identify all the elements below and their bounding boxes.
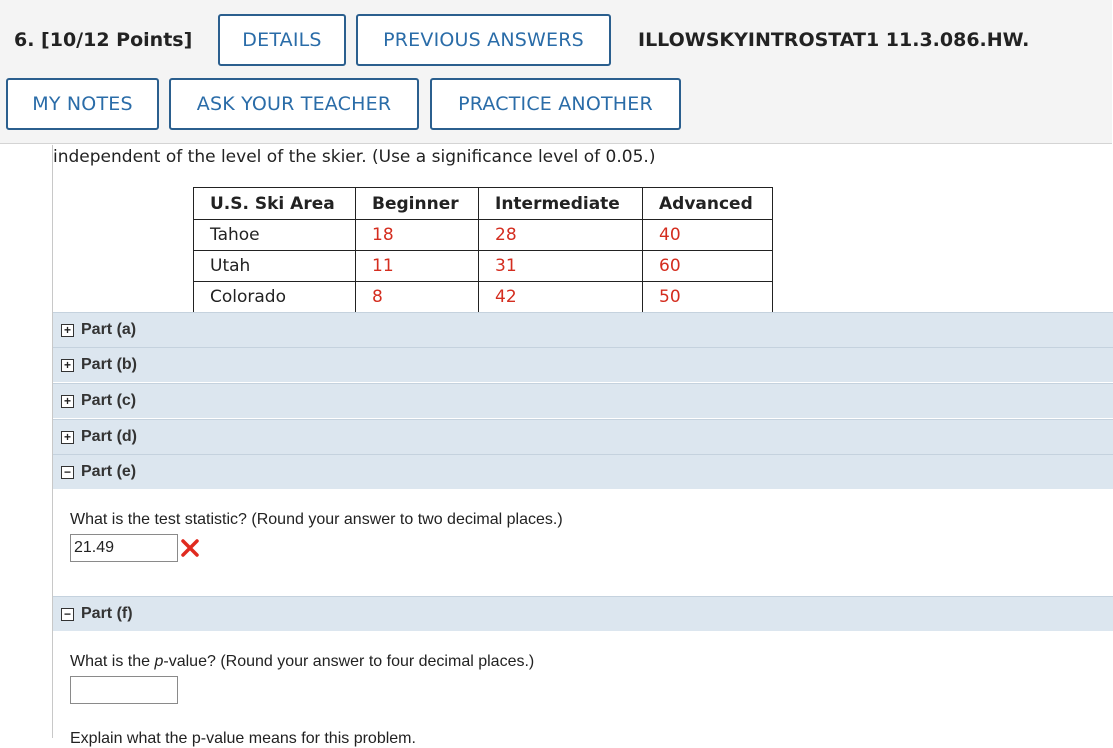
question-text: -value? (Round your answer to four decimal places.) [163, 653, 535, 670]
collapse-minus-icon: − [61, 608, 74, 621]
question-text-italic: p [154, 653, 164, 670]
table-cell: 42 [479, 282, 643, 313]
part-f-question [70, 653, 534, 671]
table-cell-area: Colorado [194, 282, 356, 313]
table-cell: 8 [356, 282, 479, 313]
question-text: What is the [70, 653, 155, 670]
my-notes-button[interactable]: MY NOTES [6, 78, 159, 130]
incorrect-x-strokes [183, 541, 197, 555]
assignment-id: ILLOWSKYINTROSTAT1 11.3.086.HW. [638, 29, 1030, 51]
table-cell: 28 [479, 220, 643, 251]
intro-text: independent of the level of the skier. (Use a significance level of 0.05.) [53, 147, 656, 167]
table-row [194, 282, 773, 313]
table-cell-area: Tahoe [194, 220, 356, 251]
table-row [194, 220, 773, 251]
table-header: Beginner [356, 188, 479, 220]
p-value-input[interactable] [70, 676, 178, 704]
part-label: Part (f) [81, 605, 133, 622]
table-cell: 50 [643, 282, 773, 313]
table-header: Intermediate [479, 188, 643, 220]
part-label: Part (e) [81, 463, 137, 480]
table-cell: 60 [643, 251, 773, 282]
expand-plus-icon: + [61, 395, 74, 408]
table-cell: 40 [643, 220, 773, 251]
test-statistic-input[interactable] [70, 534, 178, 562]
table-cell: 18 [356, 220, 479, 251]
part-d-toggle[interactable] [53, 419, 1113, 454]
table-cell: 31 [479, 251, 643, 282]
part-e-question: What is the test statistic? (Round your answer to two decimal places.) [70, 511, 563, 528]
expand-plus-icon: + [61, 359, 74, 372]
expand-plus-icon: + [61, 431, 74, 444]
part-label: Part (a) [81, 321, 137, 338]
table-header: U.S. Ski Area [194, 188, 356, 220]
table-header: Advanced [643, 188, 773, 220]
practice-another-button[interactable]: PRACTICE ANOTHER [430, 78, 681, 130]
table-cell-area: Utah [194, 251, 356, 282]
truncated-question-text: Explain what the p-value means for this problem. [70, 730, 416, 747]
question-number-points: 6. [10/12 Points] [14, 29, 193, 51]
table-header-row [194, 188, 773, 220]
part-label: Part (d) [81, 428, 137, 445]
part-f-toggle[interactable] [53, 596, 1113, 631]
expand-plus-icon: + [61, 324, 74, 337]
question-content [52, 145, 1112, 747]
ski-area-table [193, 187, 773, 313]
details-button[interactable]: DETAILS [218, 14, 346, 66]
part-label: Part (b) [81, 356, 137, 373]
ask-your-teacher-button[interactable]: ASK YOUR TEACHER [169, 78, 419, 130]
collapse-minus-icon: − [61, 466, 74, 479]
part-a-toggle[interactable] [53, 312, 1113, 347]
part-b-toggle[interactable] [53, 347, 1113, 382]
table-cell: 11 [356, 251, 479, 282]
part-label: Part (c) [81, 392, 137, 409]
table-row [194, 251, 773, 282]
previous-answers-button[interactable]: PREVIOUS ANSWERS [356, 14, 611, 66]
incorrect-x-icon [180, 538, 200, 558]
question-header [0, 0, 1112, 144]
part-c-toggle[interactable] [53, 383, 1113, 418]
part-e-toggle[interactable] [53, 454, 1113, 489]
